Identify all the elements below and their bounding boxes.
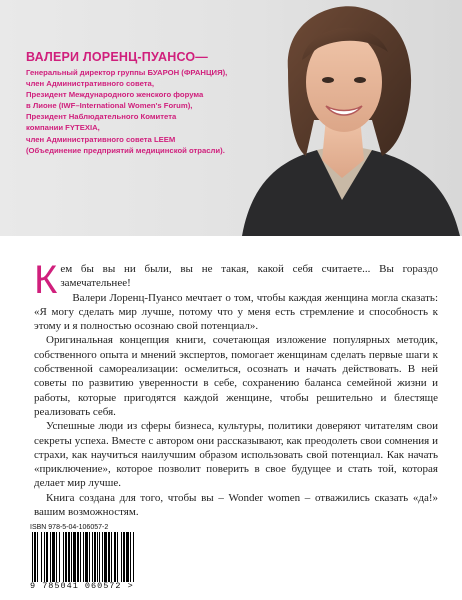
bio-line: член Административного совета LEEM [26,134,176,144]
blurb-paragraph: Успешные люди из сферы бизнеса, культуры, политики доверяют читателям свои секреты успеха. Вместе с автором они рассказывают, как преодолеть свои сомнения и страхи, как научиться наилучшим образом использовать свой потенциал. Как начать «приключение», которое позволит поверить в свое будущее и стать той, которая делает мир лучше. [34,420,438,490]
bio-line: (Объединение предприятий медицинской отрасли). [26,145,225,155]
barcode-bar [102,532,103,582]
barcode-bar [77,532,79,582]
author-photo-band [0,0,462,236]
barcode-bar [92,532,93,582]
barcode-digits: 9 785041 060572 > [30,581,134,591]
bio-line: член Административного совета, [26,79,154,89]
barcode-bar [133,532,134,582]
bio-line: в Лионе (IWF–International Women's Forum), [26,101,193,111]
barcode-bar [83,532,84,582]
drop-cap: К [34,258,58,302]
barcode-bar [34,532,36,582]
blurb-paragraph: Оригинальная концепция книги, сочетающая изложение популярных методик, собственного опыта и мнений экспертов, помогает женщинам сделать первые шаги к собственной самореализации: осмелиться, осознать и начать действовать. В ней советы по развитию уверенности в себе, сохранению баланса семейной жизни и работы, которые пригодятся каждой женщине, чтобы решительно и блестяще реализовать себя. [34,334,438,418]
barcode-bar [52,532,55,582]
barcode-bar [80,532,81,582]
barcode-bar [114,532,116,582]
barcode-bar [56,532,57,582]
bio-line: Президент Международного женского форума [26,90,204,100]
barcode-bar [44,532,45,582]
barcode-bar [94,532,96,582]
barcode-bar [126,532,129,582]
barcode-bar [46,532,48,582]
barcode-bar [99,532,100,582]
barcode-bar [104,532,107,582]
barcode-icon [30,532,140,582]
barcode-bar [123,532,125,582]
bio-line: компании FYTEXIA, [26,123,100,133]
blurb-paragraph: Валери Лоренц-Пуансо мечтает о том, чтобы каждая женщина могла сказать: «Я могу сделать мир лучше, потому что у меня есть стремление и способность к этому и я полностью осознаю свой потенциал». [34,291,438,333]
barcode-bar [37,532,38,582]
barcode-bar [111,532,112,582]
blurb-paragraph-text: ем бы вы ни были, вы не такая, какой себя считаете... Вы гораздо замечательнее! [60,263,438,290]
bio-line: Генеральный директор группы БУАРОН (ФРАНЦИЯ), [26,68,228,77]
isbn-block [30,524,150,591]
barcode-bar [41,532,42,582]
author-portrait [222,0,462,236]
barcode-bar [85,532,88,582]
blurb-paragraph: Книга создана для того, чтобы вы – Wonder women – отважились сказать «да!» вашим возможностям. [34,491,438,519]
barcode-bar [117,532,118,582]
barcode-bar [63,532,64,582]
barcode-bar [130,532,131,582]
bio-line: Президент Наблюдательного Комитета [26,112,177,122]
barcode-bar [71,532,72,582]
barcode-bar [108,532,110,582]
barcode-bar [50,532,51,582]
barcode-bar [65,532,67,582]
author-name: ВАЛЕРИ ЛОРЕНЦ-ПУАНСО— [26,50,208,64]
barcode-bar [89,532,90,582]
blurb-paragraph [34,258,438,302]
isbn-label: ISBN 978-5-04-106057-2 [30,524,109,531]
book-blurb [34,258,438,519]
barcode-bar [97,532,98,582]
author-bio [26,50,246,156]
barcode-bar [32,532,33,582]
barcode-bar [59,532,60,582]
barcode-bar [68,532,70,582]
barcode-bar [73,532,76,582]
barcode-bar [121,532,122,582]
